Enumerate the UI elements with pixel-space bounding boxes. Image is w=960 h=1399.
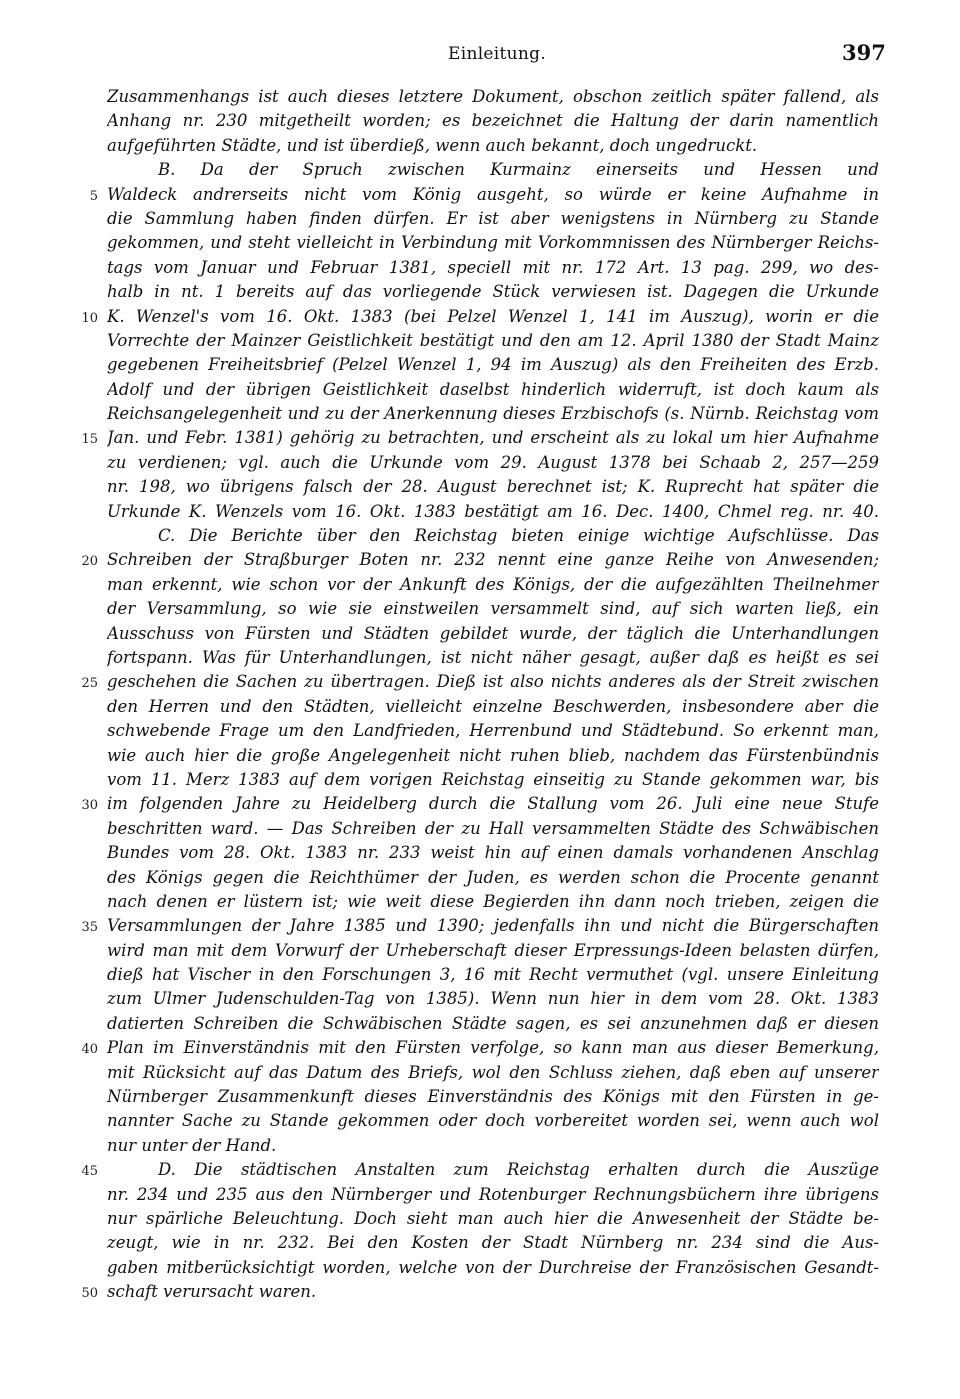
text-line	[0, 818, 960, 842]
text-line	[0, 1208, 960, 1232]
line-text: Zusammenhangs ist auch dieses letztere Dokument, obschon zeitlich später fallend, als	[107, 87, 879, 106]
text-line	[0, 1062, 960, 1086]
text-line	[0, 135, 960, 159]
line-text: Waldeck andrerseits nicht vom König ausgeht, so würde er keine Aufnahme in	[107, 184, 879, 204]
line-text: fortspann. Was für Unterhandlungen, ist nicht näher gesagt, außer daß es heißt es sei	[107, 647, 879, 667]
text-line	[0, 915, 960, 939]
text-line	[0, 647, 960, 671]
text-line	[0, 623, 960, 647]
line-number: 20	[81, 554, 98, 570]
line-text: der Versammlung, so wie sie einstweilen versammelt sind, auf sich warten ließ, ein	[107, 599, 879, 619]
line-text: nr. 198, wo übrigens falsch der 28. August berechnet ist; K. Ruprecht hat später die	[107, 477, 879, 497]
line-text: vom 11. Merz 1383 auf dem vorigen Reichstag einseitig zu Stande gekommen war, bis	[107, 769, 879, 789]
page-number: 397	[842, 40, 886, 65]
text-line	[0, 184, 960, 208]
line-text: Adolf und der übrigen Geistlichkeit daselbst hinderlich widerruft, ist doch kaum als	[107, 379, 879, 399]
line-text: Versammlungen der Jahre 1385 und 1390; jedenfalls ihn und nicht die Bürgerschaften	[107, 916, 879, 936]
text-line	[0, 574, 960, 598]
text-line	[0, 208, 960, 232]
text-line	[0, 1135, 960, 1159]
text-line	[0, 940, 960, 964]
line-text: man erkennt, wie schon vor der Ankunft des Königs, der die aufgezählten Theilnehmer	[107, 574, 879, 594]
text-line	[0, 501, 960, 525]
text-line	[0, 793, 960, 817]
text-line	[0, 671, 960, 695]
text-line	[0, 1037, 960, 1061]
text-line	[0, 720, 960, 744]
text-line	[0, 232, 960, 256]
text-line	[0, 891, 960, 915]
line-number: 30	[81, 798, 98, 814]
text-line	[0, 476, 960, 500]
line-text: Anhang nr. 230 mitgetheilt worden; es bezeichnet die Haltung der darin namentlich	[107, 111, 879, 131]
line-text: zu verdienen; vgl. auch die Urkunde vom 29. August 1378 bei Schaab 2, 257—259	[107, 452, 879, 472]
line-number: 50	[81, 1286, 98, 1302]
text-line	[0, 745, 960, 769]
line-text: Bundes vom 28. Okt. 1383 nr. 233 weist hin auf einen damals vorhandenen Anschlag	[107, 843, 879, 863]
line-text: nannter Sache zu Stande gekommen oder doch vorbereitet worden sei, wenn auch wol	[107, 1111, 879, 1131]
line-text: beschritten ward. — Das Schreiben der zu Hall versammelten Städte des Schwäbischen	[107, 818, 879, 838]
text-line	[0, 867, 960, 891]
text-line	[0, 1159, 960, 1183]
line-number: 35	[81, 920, 98, 936]
text-line	[0, 842, 960, 866]
text-line	[0, 379, 960, 403]
line-text: aufgeführten Städte, und ist überdieß, wenn auch bekannt, doch ungedruckt.	[107, 135, 758, 155]
line-number: 10	[81, 310, 98, 326]
text-line	[0, 1281, 960, 1305]
line-text: die Sammlung haben finden dürfen. Er ist aber wenigstens in Nürnberg zu Stande	[107, 208, 879, 228]
text-line	[0, 86, 960, 110]
line-text: geschehen die Sachen zu übertragen. Dieß ist also nichts anderes als der Streit zwischen	[107, 672, 879, 692]
line-text: K. Wenzel's vom 16. Okt. 1383 (bei Pelzel Wenzel 1, 141 im Auszug), worin er die	[107, 306, 879, 326]
line-number: 40	[81, 1042, 98, 1058]
line-number: 45	[81, 1164, 98, 1180]
line-text: gaben mitberücksichtigt worden, welche von der Durchreise der Französischen Gesandt-	[107, 1257, 879, 1277]
line-text: nach denen er lüstern ist; wie weit diese Begierden ihn dann noch trieben, zeigen die	[107, 891, 879, 911]
line-text: Jan. und Febr. 1381) gehörig zu betrachten, und erscheint als zu lokal um hier Aufnahme	[107, 428, 879, 448]
line-text: zum Ulmer Judenschulden-Tag von 1385). Wenn nun hier in dem vom 28. Okt. 1383	[107, 989, 879, 1009]
text-line	[0, 549, 960, 573]
text-line	[0, 257, 960, 281]
line-text: B. Da der Spruch zwischen Kurmainz einerseits und Hessen und	[158, 160, 879, 180]
line-text: Ausschuss von Fürsten und Städten gebildet wurde, der täglich die Unterhandlungen	[107, 623, 879, 643]
text-line	[0, 598, 960, 622]
text-line	[0, 1184, 960, 1208]
line-text: Plan im Einverständnis mit den Fürsten verfolge, so kann man aus dieser Bemerkung,	[107, 1038, 879, 1058]
line-text: schwebende Frage um den Landfrieden, Herrenbund und Städtebund. So erkennt man,	[107, 721, 879, 741]
text-line	[0, 452, 960, 476]
text-line	[0, 1110, 960, 1134]
text-line	[0, 403, 960, 427]
text-line	[0, 330, 960, 354]
text-line	[0, 281, 960, 305]
text-line	[0, 1013, 960, 1037]
text-line	[0, 159, 960, 183]
line-text: nur unter der Hand.	[107, 1135, 277, 1155]
line-text: Vorrechte der Mainzer Geistlichkeit bestätigt und den am 12. April 1380 der Stadt Mainz	[107, 330, 879, 350]
line-text: des Königs gegen die Reichthümer der Juden, es werden schon die Procente genannt	[107, 867, 879, 887]
text-line	[0, 696, 960, 720]
line-text: D. Die städtischen Anstalten zum Reichstag erhalten durch die Auszüge	[158, 1160, 879, 1180]
line-text: datierten Schreiben die Schwäbischen Städte sagen, es sei anzunehmen daß er diesen	[107, 1013, 879, 1033]
text-line	[0, 354, 960, 378]
line-text: mit Rücksicht auf das Datum des Briefs, wol den Schluss ziehen, daß eben auf unserer	[107, 1062, 879, 1082]
line-text: Urkunde K. Wenzels vom 16. Okt. 1383 bestätigt am 16. Dec. 1400, Chmel reg. nr. 40.	[107, 501, 879, 521]
line-text: wie auch hier die große Angelegenheit nicht ruhen blieb, nachdem das Fürstenbündnis	[107, 745, 879, 765]
text-line	[0, 1257, 960, 1281]
text-line	[0, 306, 960, 330]
line-text: im folgenden Jahre zu Heidelberg durch die Stallung vom 26. Juli eine neue Stufe	[107, 794, 879, 814]
line-text: dieß hat Vischer in den Forschungen 3, 16 mit Recht vermuthet (vgl. unsere Einleitung	[107, 965, 879, 985]
text-line	[0, 964, 960, 988]
text-line	[0, 769, 960, 793]
running-head: Einleitung.	[448, 44, 547, 64]
text-line	[0, 427, 960, 451]
line-text: Schreiben der Straßburger Boten nr. 232 nennt eine ganze Reihe von Anwesenden;	[107, 550, 879, 570]
line-text: tags vom Januar und Februar 1381, speciell mit nr. 172 Art. 13 pag. 299, wo des-	[107, 257, 879, 277]
line-text: gegebenen Freiheitsbrief (Pelzel Wenzel 1, 94 im Auszug) als den Freiheiten des Erzb.	[107, 355, 879, 375]
text-line	[0, 525, 960, 549]
body-text	[0, 86, 960, 1306]
line-text: nr. 234 und 235 aus den Nürnberger und Rotenburger Rechnungsbüchern ihre übrigens	[107, 1184, 879, 1204]
line-text: wird man mit dem Vorwurf der Urheberschaft dieser Erpressungs-Ideen belasten dürfen,	[107, 940, 879, 960]
line-text: schaft verursacht waren.	[107, 1282, 317, 1302]
text-line	[0, 110, 960, 134]
line-number: 25	[81, 676, 98, 692]
page-header	[0, 40, 960, 74]
text-line	[0, 988, 960, 1012]
line-number: 5	[89, 188, 98, 204]
line-text: halb in nt. 1 bereits auf das vorliegende Stück verwiesen ist. Dagegen die Urkunde	[107, 282, 879, 302]
line-text: nur spärliche Beleuchtung. Doch sieht man auch hier die Anwesenheit der Städte be-	[107, 1208, 879, 1228]
line-number: 15	[81, 432, 98, 448]
line-text: Reichsangelegenheit und zu der Anerkennung dieses Erzbischofs (s. Nürnb. Reichstag vom	[107, 404, 879, 424]
line-text: C. Die Berichte über den Reichstag bieten einige wichtige Aufschlüsse. Das	[158, 526, 879, 546]
line-text: Nürnberger Zusammenkunft dieses Einverständnis des Königs mit den Fürsten in ge-	[107, 1087, 879, 1107]
line-text: zeugt, wie in nr. 232. Bei den Kosten der Stadt Nürnberg nr. 234 sind die Aus-	[107, 1233, 879, 1253]
line-text: gekommen, und steht vielleicht in Verbindung mit Vorkommnissen des Nürnberger Reichs-	[107, 233, 879, 253]
line-text: den Herren und den Städten, vielleicht einzelne Beschwerden, insbesondere aber die	[107, 696, 879, 716]
text-line	[0, 1232, 960, 1256]
text-line	[0, 1086, 960, 1110]
